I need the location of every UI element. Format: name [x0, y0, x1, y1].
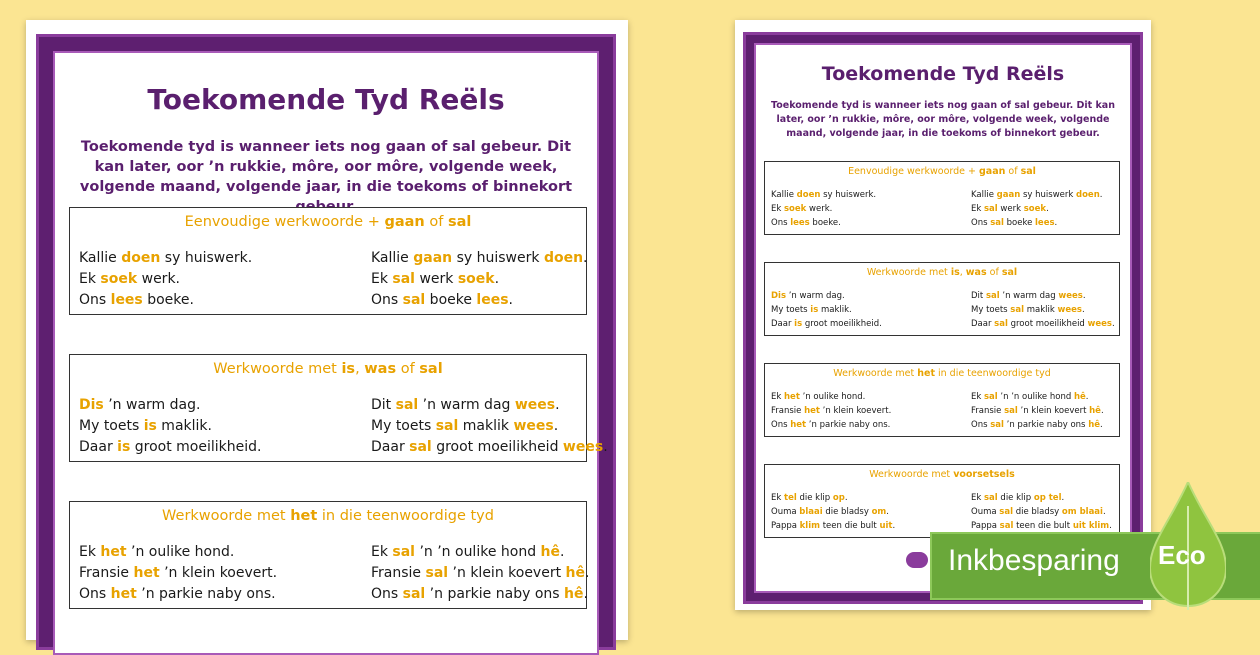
text-run: Pappa — [771, 521, 800, 531]
text-run: ’n parkie naby ons. — [136, 586, 276, 602]
text-run: Kallie — [771, 190, 797, 200]
text-run: Kallie — [971, 190, 997, 200]
highlighted-word: het — [110, 586, 137, 602]
text-run: maklik — [458, 418, 514, 434]
highlighted-word: lees — [476, 292, 509, 308]
text-run: ’n warm dag — [999, 291, 1059, 301]
example-sentence — [771, 418, 891, 432]
rule-box — [69, 207, 587, 315]
text-run: sy huiswerk — [1020, 190, 1076, 200]
text-run: Kallie — [79, 250, 122, 266]
rule-box — [69, 354, 608, 462]
text-run: Ons — [79, 292, 111, 308]
example-sentence — [771, 404, 891, 418]
highlighted-word: sal — [984, 392, 998, 402]
example-sentence — [771, 519, 895, 533]
poster-content — [754, 43, 1132, 593]
example-sentence — [79, 395, 261, 416]
text-run: boeke — [425, 292, 477, 308]
text-run: . — [886, 507, 889, 517]
highlighted-word: doen — [796, 190, 821, 200]
highlighted-word: sal — [985, 291, 1000, 301]
text-run: Ons — [371, 292, 403, 308]
highlighted-word: soek — [1023, 204, 1047, 214]
highlighted-word: gaan — [384, 214, 425, 230]
highlighted-word: doen — [1076, 190, 1100, 200]
text-run: Dit — [971, 291, 986, 301]
highlighted-word: wees — [1058, 291, 1083, 301]
text-run: Ek — [771, 204, 784, 214]
text-run: Ons — [771, 218, 791, 228]
highlighted-word: sal — [392, 271, 415, 287]
example-sentence — [971, 216, 1102, 230]
text-run: Daar — [79, 439, 118, 455]
text-run: . — [585, 565, 590, 581]
text-run: Daar — [971, 319, 995, 329]
text-run: werk — [997, 204, 1024, 214]
text-run: teen die bult — [1013, 521, 1073, 531]
text-run: groot moeilikheid. — [130, 439, 262, 455]
text-run: groot moeilikheid — [431, 439, 563, 455]
example-sentence — [79, 437, 261, 458]
text-run: ’n klein koevert — [1017, 406, 1090, 416]
text-run: Ons — [771, 420, 791, 430]
text-run: My toets — [79, 418, 144, 434]
highlighted-word: sal — [392, 544, 415, 560]
highlighted-word: het — [804, 406, 820, 416]
example-sentence — [371, 416, 608, 437]
text-run: groot moeilikheid — [1007, 319, 1088, 329]
poster-large — [26, 20, 628, 640]
text-run: boeke. — [142, 292, 194, 308]
highlighted-word: doen — [121, 250, 161, 266]
future-tense-column — [971, 390, 1104, 432]
text-run: . — [1102, 507, 1106, 517]
rule-box-title — [70, 361, 586, 377]
highlighted-word: uit — [879, 521, 893, 531]
poster-small — [735, 20, 1151, 610]
highlighted-word: sal — [435, 418, 459, 434]
highlighted-word: gaan — [996, 190, 1021, 200]
future-tense-column — [971, 491, 1112, 533]
present-tense-column — [771, 188, 876, 230]
example-sentence — [971, 303, 1115, 317]
text-run: werk. — [137, 271, 180, 287]
text-run: . — [1099, 190, 1103, 200]
text-run: Daar — [771, 319, 795, 329]
text-run: My toets — [371, 418, 436, 434]
text-run: of — [424, 214, 448, 230]
highlighted-word: sal — [984, 204, 998, 214]
text-run: Fransie — [971, 406, 1005, 416]
text-run: Ons — [971, 420, 991, 430]
highlighted-word: wees — [514, 397, 556, 413]
highlighted-word: het — [133, 565, 160, 581]
text-run: . — [583, 586, 588, 602]
text-run: . — [560, 544, 565, 560]
text-run: ’n oulike hond. — [126, 544, 235, 560]
text-run: maklik — [1024, 305, 1058, 315]
highlighted-word: sal — [994, 319, 1008, 329]
present-tense-column — [79, 395, 261, 458]
example-sentence — [971, 317, 1115, 331]
text-run: Ek — [371, 271, 393, 287]
text-run: . — [1111, 319, 1115, 329]
future-tense-column — [371, 395, 608, 458]
example-sentence — [971, 418, 1104, 432]
highlighted-word: sal — [990, 218, 1004, 228]
text-run: Werkwoorde met — [213, 361, 342, 377]
rule-box — [764, 464, 1120, 538]
text-run: Werkwoorde met — [162, 508, 291, 524]
text-run: werk — [415, 271, 458, 287]
example-sentence — [771, 188, 876, 202]
poster-frame — [743, 32, 1143, 604]
text-run: groot moeilikheid. — [802, 319, 882, 329]
highlighted-word: op — [832, 493, 845, 503]
text-run: . — [1046, 204, 1049, 214]
text-run: . — [603, 439, 608, 455]
text-run: ’n ’n oulike hond — [997, 392, 1074, 402]
highlighted-word: wees — [513, 418, 554, 434]
example-sentence — [771, 390, 891, 404]
text-run: in die teenwoordige tyd — [934, 368, 1051, 379]
text-run: Ons — [971, 218, 991, 228]
example-sentence — [971, 289, 1115, 303]
example-sentence — [971, 404, 1104, 418]
highlighted-word: om — [871, 507, 887, 517]
text-run: maklik. — [818, 305, 852, 315]
text-run: ’n klein koevert. — [819, 406, 892, 416]
text-run: . — [553, 418, 559, 434]
text-run: Kallie — [371, 250, 414, 266]
example-sentence — [371, 437, 608, 458]
text-run: . — [1061, 493, 1065, 503]
text-run: . — [1082, 291, 1086, 301]
text-run: sy huiswerk. — [820, 190, 877, 200]
text-run: . — [583, 250, 588, 266]
text-run: Daar — [371, 439, 410, 455]
present-tense-column — [771, 289, 882, 331]
text-run: die bladsy — [822, 507, 872, 517]
text-run: . — [1109, 521, 1112, 531]
text-run: sy huiswerk. — [160, 250, 253, 266]
highlighted-word: sal — [990, 420, 1004, 430]
text-run: . — [844, 493, 848, 503]
text-run: werk. — [806, 204, 833, 214]
text-run: Dit — [371, 397, 396, 413]
highlighted-word: hê — [565, 565, 585, 581]
text-run: Ek — [771, 392, 784, 402]
highlighted-word: hê — [540, 544, 561, 560]
example-sentence — [79, 290, 252, 311]
highlighted-word: om blaai — [1061, 507, 1103, 517]
highlighted-word: sal — [984, 493, 998, 503]
text-run: ’n oulike hond. — [799, 392, 866, 402]
text-run: Ek — [79, 544, 101, 560]
text-run: . — [555, 397, 560, 413]
twinkl-logo — [906, 552, 928, 568]
example-sentence — [771, 202, 876, 216]
text-run: Werkwoorde met — [833, 368, 918, 379]
highlighted-word: sal — [402, 292, 426, 308]
example-sentence — [79, 542, 277, 563]
highlighted-word: hê — [1073, 392, 1086, 402]
example-sentence — [79, 269, 252, 290]
highlighted-word: sal — [999, 507, 1013, 517]
text-run: in die teenwoordige tyd — [317, 508, 494, 524]
example-sentence — [79, 584, 277, 605]
example-sentence — [371, 542, 589, 563]
future-tense-column — [971, 188, 1102, 230]
text-run: Ouma — [771, 507, 800, 517]
highlighted-word: sal — [409, 439, 432, 455]
example-sentence — [371, 248, 588, 269]
text-run: of — [396, 361, 420, 377]
text-run: maklik. — [156, 418, 212, 434]
example-sentence — [771, 303, 882, 317]
highlighted-word: sal — [999, 521, 1014, 531]
highlighted-word: tel — [784, 493, 797, 503]
text-run: , — [355, 361, 365, 377]
example-sentence — [771, 505, 895, 519]
highlighted-word: voorsetsels — [953, 469, 1015, 480]
example-sentence — [971, 188, 1102, 202]
text-run: Ek — [971, 392, 984, 402]
example-sentence — [371, 395, 608, 416]
highlighted-word: soek — [457, 271, 495, 287]
text-run: ’n parkie naby ons — [425, 586, 564, 602]
text-run: Fransie — [371, 565, 426, 581]
rule-box-title — [765, 267, 1119, 278]
text-run: ’n warm dag. — [103, 397, 201, 413]
highlighted-word: sal — [1020, 166, 1036, 177]
highlighted-word: hê — [1088, 420, 1101, 430]
highlighted-word: Dis — [79, 397, 104, 413]
highlighted-word: hê — [564, 586, 584, 602]
rule-box-title — [70, 214, 586, 230]
text-run: boeke — [1003, 218, 1036, 228]
highlighted-word: het — [784, 392, 800, 402]
present-tense-column — [79, 248, 252, 311]
rule-box-title — [70, 508, 586, 524]
highlighted-word: sal — [1004, 406, 1018, 416]
highlighted-word: sal — [395, 397, 419, 413]
text-run: ’n parkie naby ons — [1003, 420, 1089, 430]
example-sentence — [79, 248, 252, 269]
text-run: Ons — [371, 586, 403, 602]
highlighted-word: het — [290, 508, 318, 524]
text-run: ’n warm dag — [418, 397, 515, 413]
highlighted-word: sal — [419, 361, 443, 377]
text-run: Werkwoorde met — [869, 469, 954, 480]
example-sentence — [971, 491, 1112, 505]
highlighted-word: uit klim — [1072, 521, 1110, 531]
text-run: teen die bult — [820, 521, 880, 531]
example-sentence — [79, 563, 277, 584]
text-run: . — [508, 292, 513, 308]
rule-box-title — [765, 469, 1119, 480]
text-run: Ek — [371, 544, 393, 560]
text-run: Pappa — [971, 521, 1000, 531]
highlighted-word: klim — [799, 521, 820, 531]
highlighted-word: is — [810, 305, 819, 315]
highlighted-word: wees — [1057, 305, 1082, 315]
text-run: sy huiswerk — [452, 250, 544, 266]
text-run: . — [1081, 305, 1085, 315]
highlighted-word: wees — [562, 439, 604, 455]
present-tense-column — [771, 390, 891, 432]
highlighted-word: sal — [447, 214, 472, 230]
text-run: Ek — [771, 493, 784, 503]
text-run: ’n warm dag. — [786, 291, 845, 301]
poster-content — [53, 51, 608, 655]
text-run: ’n parkie naby ons. — [806, 420, 891, 430]
text-run: Fransie — [79, 565, 134, 581]
text-run: of — [1005, 166, 1021, 177]
poster-title: Toekomende Tyd Reëls — [147, 83, 505, 116]
rule-box — [69, 501, 590, 609]
rule-box-title — [765, 368, 1119, 379]
example-sentence — [371, 563, 589, 584]
poster-intro: Toekomende tyd is wanneer iets nog gaan of sal gebeur. Dit kan later, oor ’n rukkie, môre, oor môre, volgende week, volgende maand, volgende jaar, in die toekoms of binnekort gebeur. — [771, 100, 1115, 139]
text-run: My toets — [971, 305, 1011, 315]
highlighted-word: blaai — [799, 507, 823, 517]
rule-box-title — [765, 166, 1119, 177]
highlighted-word: is — [794, 319, 803, 329]
highlighted-word: sal — [402, 586, 426, 602]
text-run: Fransie — [771, 406, 805, 416]
text-run: Ek — [79, 271, 101, 287]
text-run: Werkwoorde met — [866, 267, 951, 278]
example-sentence — [771, 491, 895, 505]
highlighted-word: lees — [110, 292, 143, 308]
text-run: . — [1100, 420, 1103, 430]
highlighted-word: wees — [1087, 319, 1112, 329]
highlighted-word: is — [341, 361, 356, 377]
poster-intro: Toekomende tyd is wanneer iets nog gaan of sal gebeur. Dit kan later, oor ’n rukkie, môre, oor môre, volgende week, volgende maand, volgende jaar, in die toekoms of binnekort — [79, 139, 573, 195]
rule-box — [764, 161, 1120, 235]
text-run: Eenvoudige werkwoorde + — [184, 214, 385, 230]
highlighted-word: het — [917, 368, 935, 379]
highlighted-word: sal — [1010, 305, 1025, 315]
example-sentence — [771, 216, 876, 230]
highlighted-word: Dis — [771, 291, 787, 301]
text-run: die klip — [796, 493, 833, 503]
example-sentence — [371, 584, 589, 605]
text-run: . — [1085, 392, 1089, 402]
present-tense-column — [771, 491, 895, 533]
future-tense-column — [971, 289, 1115, 331]
text-run: . — [1054, 218, 1058, 228]
example-sentence — [371, 290, 588, 311]
text-run: Eenvoudige werkwoorde + — [848, 166, 979, 177]
highlighted-word: het — [790, 420, 807, 430]
highlighted-word: lees — [1035, 218, 1055, 228]
highlighted-word: gaan — [413, 250, 453, 266]
present-tense-column — [79, 542, 277, 605]
future-tense-column — [371, 542, 589, 605]
example-sentence — [971, 505, 1112, 519]
highlighted-word: op tel — [1033, 493, 1062, 503]
text-run: boeke. — [809, 218, 841, 228]
text-run: , — [959, 267, 966, 278]
text-run: die bladsy — [1013, 507, 1062, 517]
text-run: . — [1100, 406, 1104, 416]
text-run: My toets — [771, 305, 811, 315]
highlighted-word: was — [965, 267, 987, 278]
text-run: die klip — [997, 493, 1034, 503]
highlighted-word: gaan — [979, 166, 1006, 177]
example-sentence — [771, 289, 882, 303]
text-run: ’n ’n oulike hond — [415, 544, 541, 560]
text-run: . — [494, 271, 500, 287]
highlighted-word: was — [364, 361, 397, 377]
highlighted-word: is — [950, 267, 960, 278]
text-run: Ouma — [971, 507, 1000, 517]
text-run: . — [892, 521, 896, 531]
future-tense-column — [371, 248, 588, 311]
text-run: Ek — [971, 493, 984, 503]
highlighted-word: het — [100, 544, 127, 560]
example-sentence — [79, 416, 261, 437]
example-sentence — [971, 519, 1112, 533]
rule-box — [764, 363, 1120, 437]
example-sentence — [771, 317, 882, 331]
highlighted-word: is — [143, 418, 157, 434]
poster-title: Toekomende Tyd Reëls — [821, 63, 1065, 85]
highlighted-word: lees — [790, 218, 810, 228]
example-sentence — [371, 269, 588, 290]
highlighted-word: soek — [100, 271, 138, 287]
eco-label: Eco — [1158, 540, 1206, 570]
ink-saving-label: Inkbesparing — [948, 544, 1120, 577]
example-sentence — [971, 202, 1102, 216]
poster-frame — [36, 34, 616, 650]
highlighted-word: is — [117, 439, 131, 455]
highlighted-word: doen — [543, 250, 584, 266]
example-sentence — [971, 390, 1104, 404]
rule-box — [764, 262, 1120, 336]
highlighted-word: soek — [784, 204, 807, 214]
highlighted-word: sal — [425, 565, 449, 581]
text-run: ’n klein koevert — [448, 565, 566, 581]
text-run: Ons — [79, 586, 111, 602]
text-run: Ek — [971, 204, 984, 214]
highlighted-word: sal — [1001, 267, 1018, 278]
text-run: ’n klein koevert. — [159, 565, 278, 581]
highlighted-word: hê — [1089, 406, 1101, 416]
text-run: of — [986, 267, 1002, 278]
